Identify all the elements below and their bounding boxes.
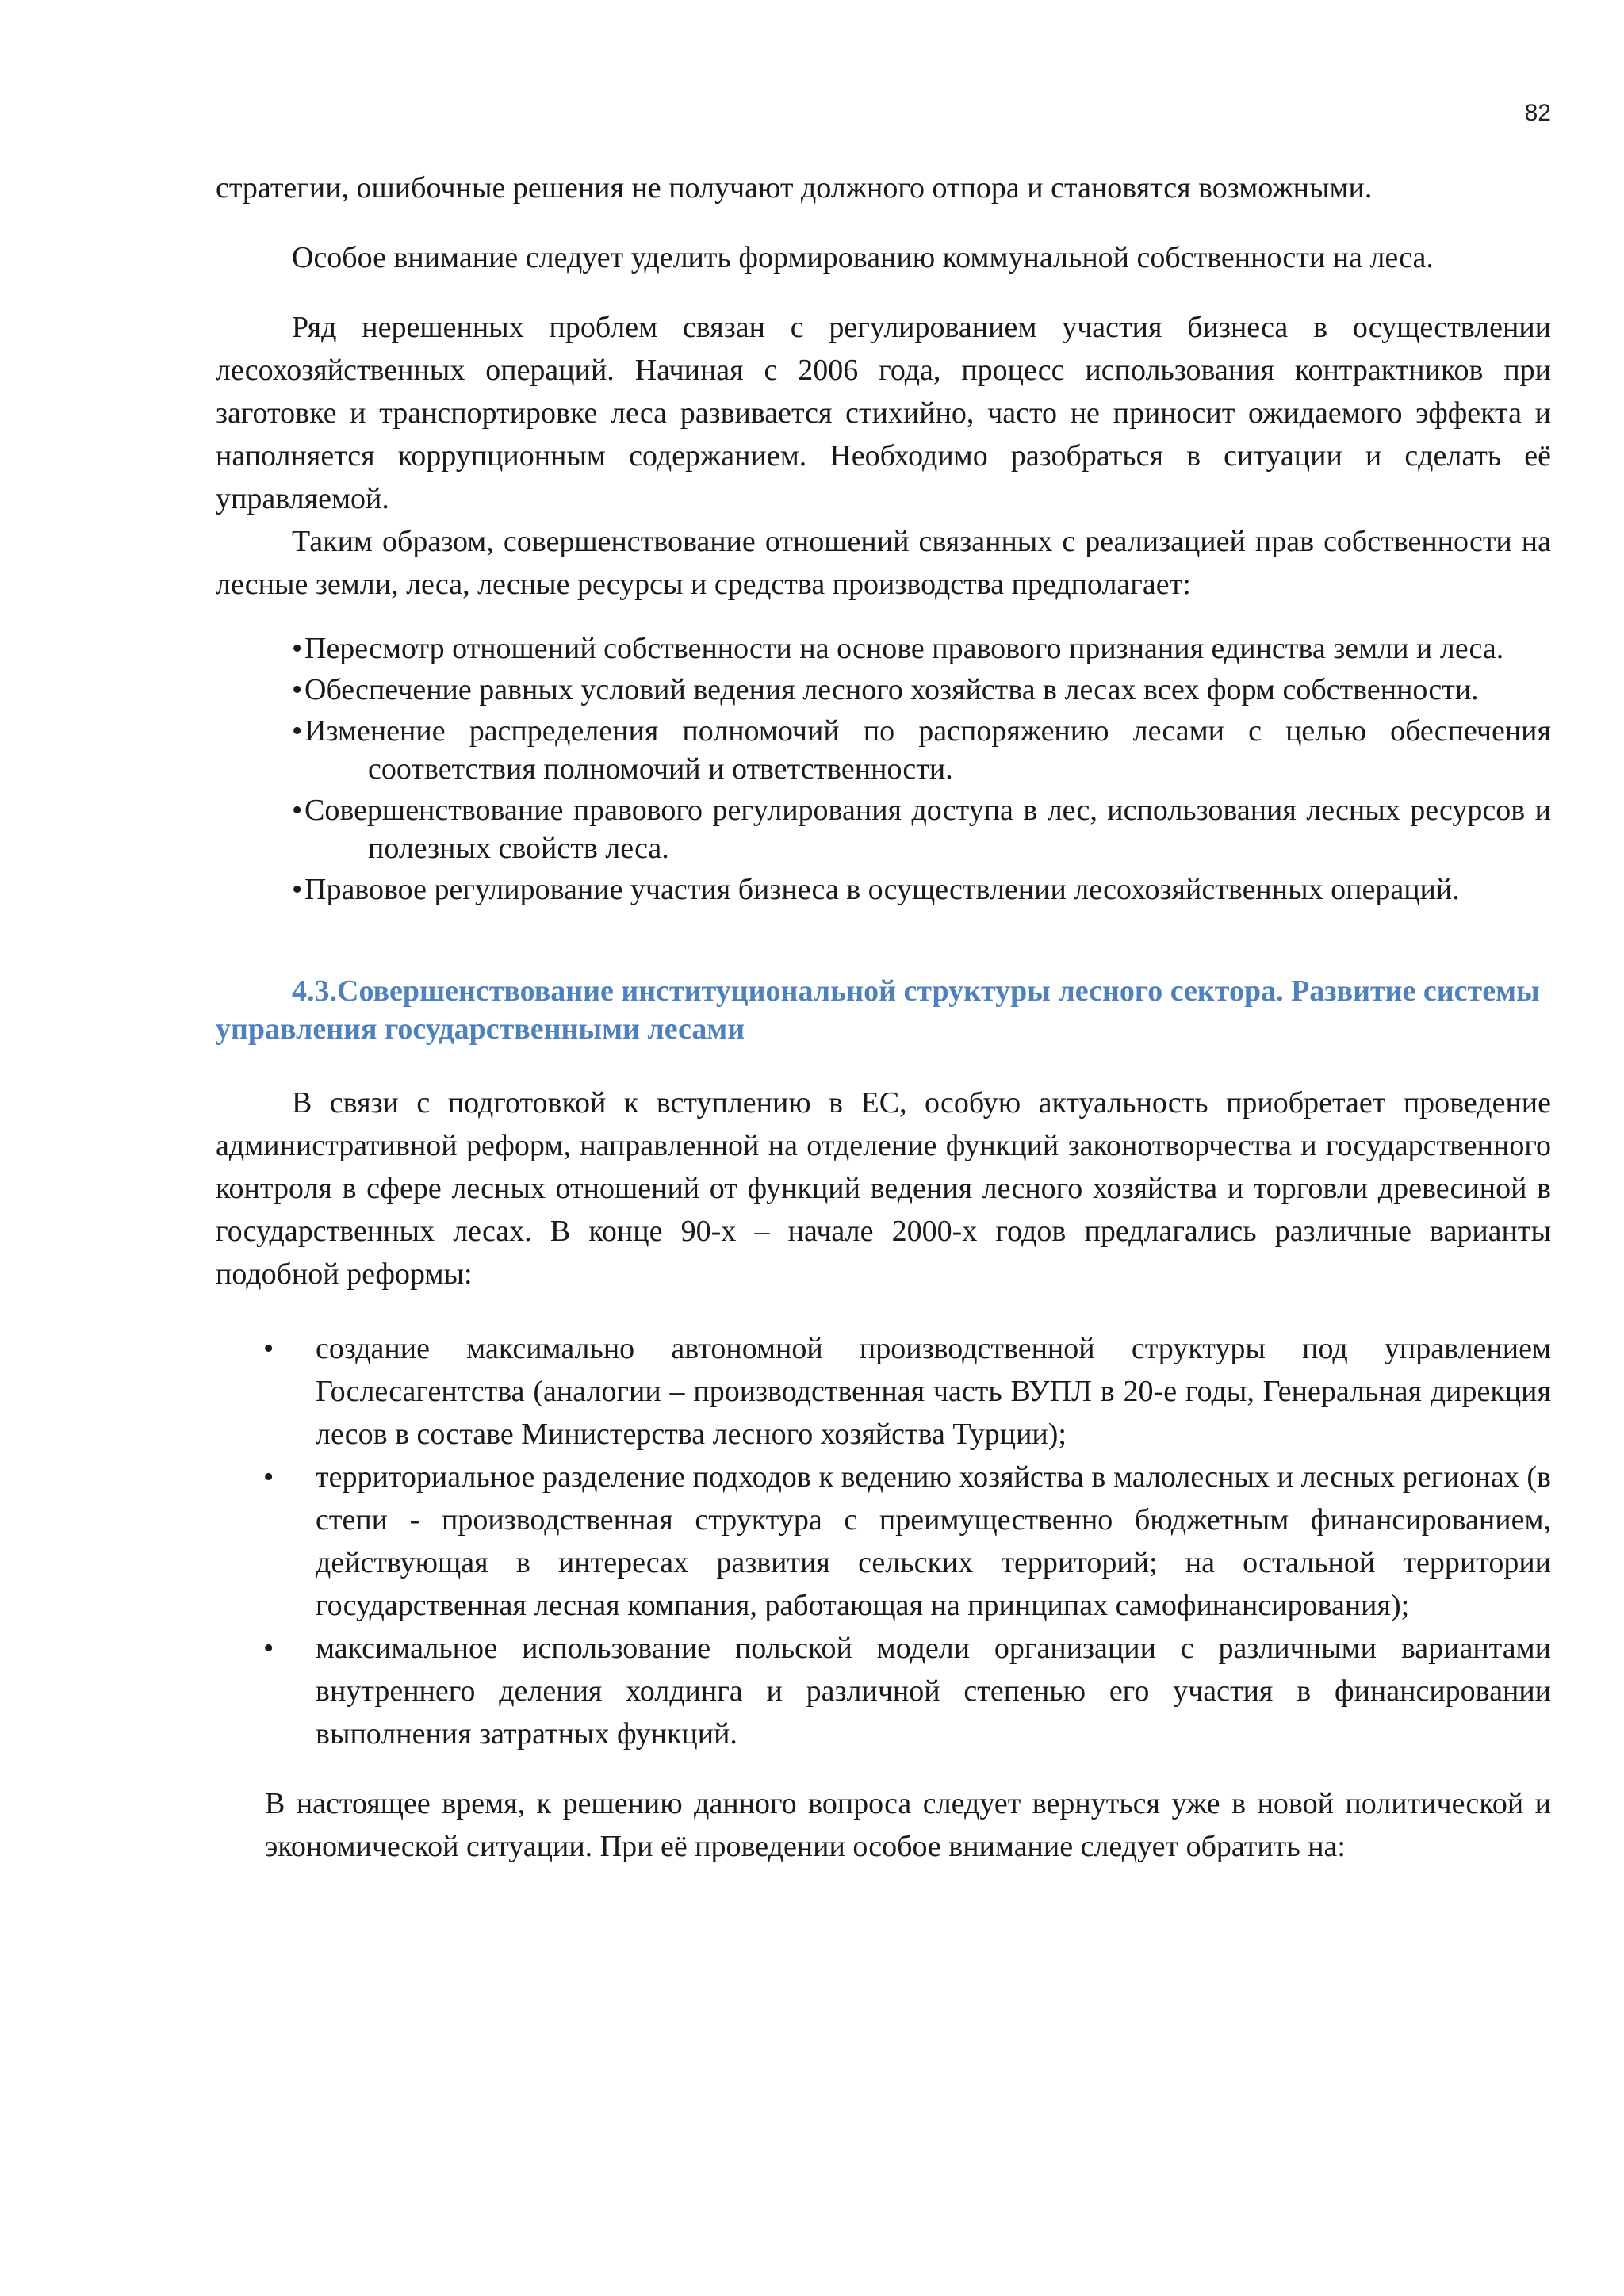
paragraph-business-participation: Ряд нерешенных проблем связан с регулированием участия бизнеса в осуществлении лесохозяйственных операций. Начиная с 2006 года, процесс использования контрактников при заготовке и транспортировке леса развивается стихийно, часто не приносит ожидаемого эффекта и наполняется коррупционным содержанием. Необходимо разобраться в ситуации и сделать её управляемой. <box>216 311 1551 515</box>
paragraph-administrative-reform: В связи с подготовкой к вступлению в ЕС, особую актуальность приобретает проведение административной реформ, направленной на отделение функций законотворчества и государственного контроля в сфере лесных отношений от функций ведения лесного хозяйства и торговли древесиной в государственных лесах. В конце 90-х – начале 2000-х годов предлагались различные варианты подобной реформы: <box>216 1086 1551 1291</box>
bullet-icon: • <box>292 714 303 748</box>
list-item <box>216 671 1551 709</box>
paragraph-communal-ownership: Особое внимание следует уделить формированию коммунальной собственности на леса. <box>292 241 1434 274</box>
list-item-text: создание максимально автономной производственной структуры под управлением Гослесагентства (аналогии – производственная часть ВУПЛ в 20-е годы, Генеральная дирекция лесов в составе Министерства лесного хозяйства Турции); <box>316 1332 1551 1451</box>
list-item <box>216 791 1551 867</box>
bullet-icon: • <box>292 873 303 906</box>
ownership-measures-list <box>216 629 1551 909</box>
list-item <box>216 871 1551 909</box>
bullet-icon: • <box>292 673 303 706</box>
list-item-text: Правовое регулирование участия бизнеса в осуществлении лесохозяйственных операций. <box>304 873 1460 906</box>
reform-options-list <box>216 1327 1551 1755</box>
list-item <box>216 712 1551 788</box>
document-body <box>216 166 1551 1868</box>
paragraph-current-situation: В настоящее время, к решению данного вопроса следует вернуться уже в новой политической и экономической ситуации. При её проведении особое внимание следует обратить на: <box>265 1787 1551 1863</box>
bullet-icon: • <box>263 1460 274 1494</box>
list-item <box>216 629 1551 668</box>
bullet-icon: • <box>263 1332 274 1365</box>
list-item-text: Обеспечение равных условий ведения лесного хозяйства в лесах всех форм собственности. <box>304 673 1479 706</box>
section-heading: 4.3.Совершенствование институциональной структуры лесного сектора. Развитие системы управления государственными лесами <box>216 974 1540 1046</box>
list-item-text: Изменение распределения полномочий по распоряжению лесами с целью обеспечения соответствия полномочий и ответственности. <box>304 714 1551 786</box>
paragraph-ownership-relations: Таким образом, совершенствование отношений связанных с реализацией прав собственности на лесные земли, леса, лесные ресурсы и средства производства предполагает: <box>216 525 1551 601</box>
page-number: 82 <box>1524 100 1551 126</box>
list-item-text: максимальное использование польской модели организации с различными вариантами внутреннего деления холдинга и различной степенью его участия в финансировании выполнения затратных функций. <box>316 1632 1551 1751</box>
bullet-icon: • <box>292 794 303 827</box>
list-item-text: Пересмотр отношений собственности на основе правового признания единства земли и леса. <box>304 632 1504 665</box>
bullet-icon: • <box>292 632 303 665</box>
list-item-text: Совершенствование правового регулирования доступа в лес, использования лесных ресурсов и полезных свойств леса. <box>304 794 1551 865</box>
bullet-icon: • <box>263 1632 274 1665</box>
paragraph-continuation: стратегии, ошибочные решения не получают должного отпора и становятся возможными. <box>216 171 1373 205</box>
list-item <box>216 1456 1551 1627</box>
list-item-text: территориальное разделение подходов к ведению хозяйства в малолесных и лесных регионах (в степи - производственная структура с преимущественно бюджетным финансированием, действующая в интересах развития сельских территорий; на остальной территории государственная лесная компания, работающая на принципах самофинансирования); <box>316 1460 1551 1622</box>
list-item <box>216 1327 1551 1456</box>
list-item <box>216 1627 1551 1755</box>
